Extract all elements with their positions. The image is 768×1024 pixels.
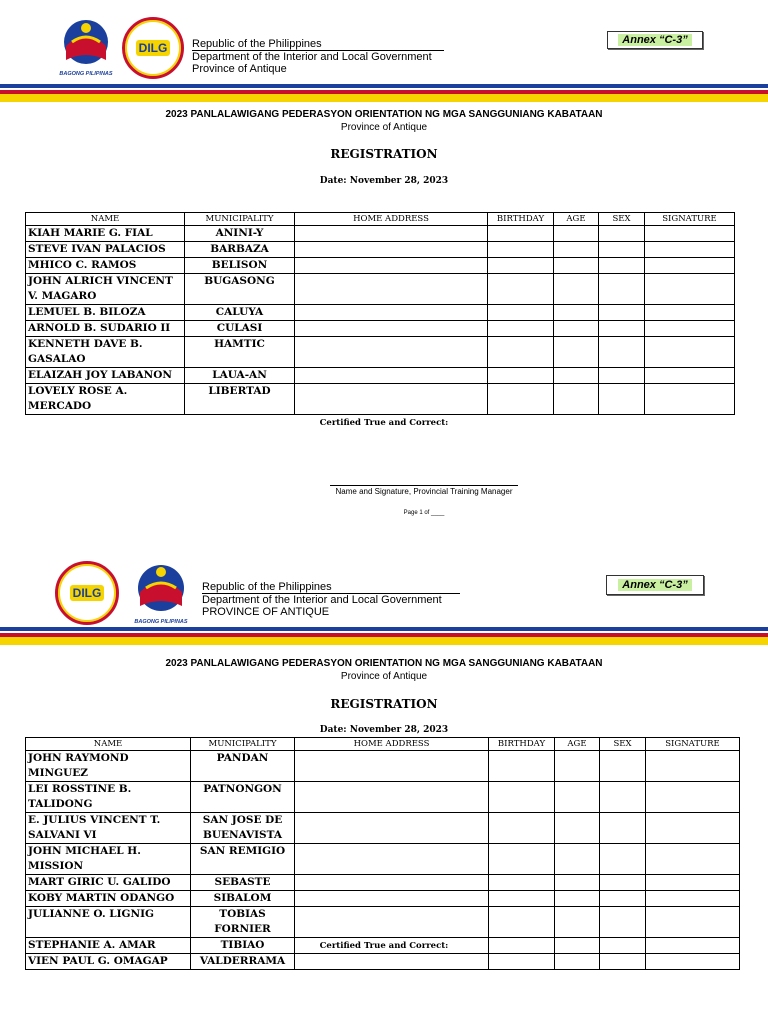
participant-municipality: CULASI — [185, 321, 295, 337]
page-number: Page 1 of ____ — [403, 510, 445, 516]
participant-municipality: SIBALOM — [191, 891, 295, 907]
col-signature: SIGNATURE — [645, 213, 735, 226]
table-row — [26, 782, 740, 813]
participant-municipality: VALDERRAMA — [191, 954, 295, 970]
table-row — [26, 384, 735, 415]
registration-table-2 — [25, 737, 740, 970]
col-name: NAME — [26, 738, 191, 751]
col-age: AGE — [555, 738, 600, 751]
republic-text: Republic of the Philippines — [192, 38, 444, 51]
participant-municipality: ANINI-Y — [185, 226, 295, 242]
republic-text: Republic of the Philippines — [202, 581, 460, 594]
certified-text-1: Certified True and Correct: — [319, 418, 449, 428]
table-row — [26, 242, 735, 258]
dilg-seal-logo — [55, 561, 119, 625]
col-municipality: MUNICIPALITY — [191, 738, 295, 751]
flag-stripes-2 — [0, 627, 768, 645]
participant-municipality: PATNONGON — [191, 782, 295, 813]
participant-name: JULIANNE O. LIGNIG — [26, 907, 191, 938]
participant-municipality: SAN REMIGIO — [191, 844, 295, 875]
participant-municipality: LAUA-AN — [185, 368, 295, 384]
flag-stripes-1 — [0, 84, 768, 102]
annex-label-2 — [606, 575, 704, 595]
bagong-pilipinas-logo — [126, 560, 196, 626]
col-municipality: MUNICIPALITY — [185, 213, 295, 226]
event-title-2: 2023 PANLALAWIGANG PEDERASYON ORIENTATION NG MGA SANGGUNIANG KABATAAN — [165, 658, 603, 669]
participant-municipality: PANDAN — [191, 751, 295, 782]
table-row — [26, 274, 735, 305]
col-sex: SEX — [599, 213, 645, 226]
participant-name: STEVE IVAN PALACIOS — [26, 242, 185, 258]
table-row — [26, 305, 735, 321]
dilg-logo-text: DILG — [136, 40, 171, 56]
participant-municipality: LIBERTAD — [185, 384, 295, 415]
annex-label-1 — [607, 31, 703, 49]
certified-text-2: Certified True and Correct: — [319, 941, 449, 951]
participant-municipality: TOBIAS FORNIER — [191, 907, 295, 938]
participant-municipality: CALUYA — [185, 305, 295, 321]
participant-municipality: BELISON — [185, 258, 295, 274]
participant-name: MHICO C. RAMOS — [26, 258, 185, 274]
registration-heading-1: REGISTRATION — [330, 147, 438, 161]
dilg-seal-logo — [122, 17, 184, 79]
participant-name: JOHN RAYMOND MINGUEZ — [26, 751, 191, 782]
col-home-address: HOME ADDRESS — [295, 213, 488, 226]
letterhead-2 — [202, 581, 460, 618]
event-date-2: Date: November 28, 2023 — [319, 725, 449, 735]
table-row — [26, 844, 740, 875]
bagong-pilipinas-caption: BAGONG PILIPINAS — [59, 71, 113, 77]
bagong-pilipinas-logo — [52, 16, 120, 76]
table-row — [26, 907, 740, 938]
participant-name: LOVELY ROSE A. MERCADO — [26, 384, 185, 415]
participant-name: STEPHANIE A. AMAR — [26, 938, 191, 954]
province-text: PROVINCE OF ANTIQUE — [202, 606, 330, 618]
table-row — [26, 891, 740, 907]
participant-name: JOHN MICHAEL H. MISSION — [26, 844, 191, 875]
participant-name: LEMUEL B. BILOZA — [26, 305, 185, 321]
department-text: Department of the Interior and Local Government — [192, 51, 432, 63]
participant-municipality: SAN JOSE DE BUENAVISTA — [191, 813, 295, 844]
col-birthday: BIRTHDAY — [489, 738, 555, 751]
participant-name: KOBY MARTIN ODANGO — [26, 891, 191, 907]
table-row — [26, 751, 740, 782]
dilg-logo-text: DILG — [70, 585, 105, 601]
annex-text: Annex “C-3” — [618, 34, 691, 46]
participant-name: KENNETH DAVE B. GASALAO — [26, 337, 185, 368]
col-age: AGE — [554, 213, 599, 226]
participant-municipality: BARBAZA — [185, 242, 295, 258]
letterhead-1 — [192, 38, 444, 75]
table-row — [26, 321, 735, 337]
participant-municipality: HAMTIC — [185, 337, 295, 368]
col-birthday: BIRTHDAY — [488, 213, 554, 226]
participant-name: ELAIZAH JOY LABANON — [26, 368, 185, 384]
province-text: Province of Antique — [192, 63, 287, 75]
event-date-1: Date: November 28, 2023 — [319, 176, 449, 186]
table-row — [26, 875, 740, 891]
participant-name: MART GIRIC U. GALIDO — [26, 875, 191, 891]
signature-caption: Name and Signature, Provincial Training Manager — [335, 487, 513, 496]
table-header-row — [26, 213, 735, 226]
table-row — [26, 954, 740, 970]
col-signature: SIGNATURE — [646, 738, 740, 751]
registration-heading-2: REGISTRATION — [330, 697, 438, 711]
participant-municipality: TIBIAO — [191, 938, 295, 954]
event-title-1: 2023 PANLALAWIGANG PEDERASYON ORIENTATION NG MGA SANGGUNIANG KABATAAN — [165, 109, 603, 120]
col-name: NAME — [26, 213, 185, 226]
bagong-pilipinas-caption: BAGONG PILIPINAS — [134, 619, 188, 625]
participant-name: ARNOLD B. SUDARIO II — [26, 321, 185, 337]
registration-table-1 — [25, 212, 735, 415]
col-sex: SEX — [600, 738, 646, 751]
table-row — [26, 368, 735, 384]
participant-municipality: SEBASTE — [191, 875, 295, 891]
table-header-row — [26, 738, 740, 751]
department-text: Department of the Interior and Local Government — [202, 594, 442, 606]
participant-name: VIEN PAUL G. OMAGAP — [26, 954, 191, 970]
table-row — [26, 813, 740, 844]
table-row — [26, 258, 735, 274]
col-home-address: HOME ADDRESS — [295, 738, 489, 751]
table-row — [26, 226, 735, 242]
participant-name: E. JULIUS VINCENT T. SALVANI VI — [26, 813, 191, 844]
event-province-1: Province of Antique — [340, 122, 428, 133]
participant-name: LEI ROSSTINE B. TALIDONG — [26, 782, 191, 813]
participant-name: JOHN ALRICH VINCENT V. MAGARO — [26, 274, 185, 305]
participant-municipality: BUGASONG — [185, 274, 295, 305]
participant-name: KIAH MARIE G. FIAL — [26, 226, 185, 242]
annex-text: Annex “C-3” — [618, 579, 691, 591]
event-province-2: Province of Antique — [340, 671, 428, 682]
signature-line — [330, 485, 518, 486]
table-row — [26, 337, 735, 368]
